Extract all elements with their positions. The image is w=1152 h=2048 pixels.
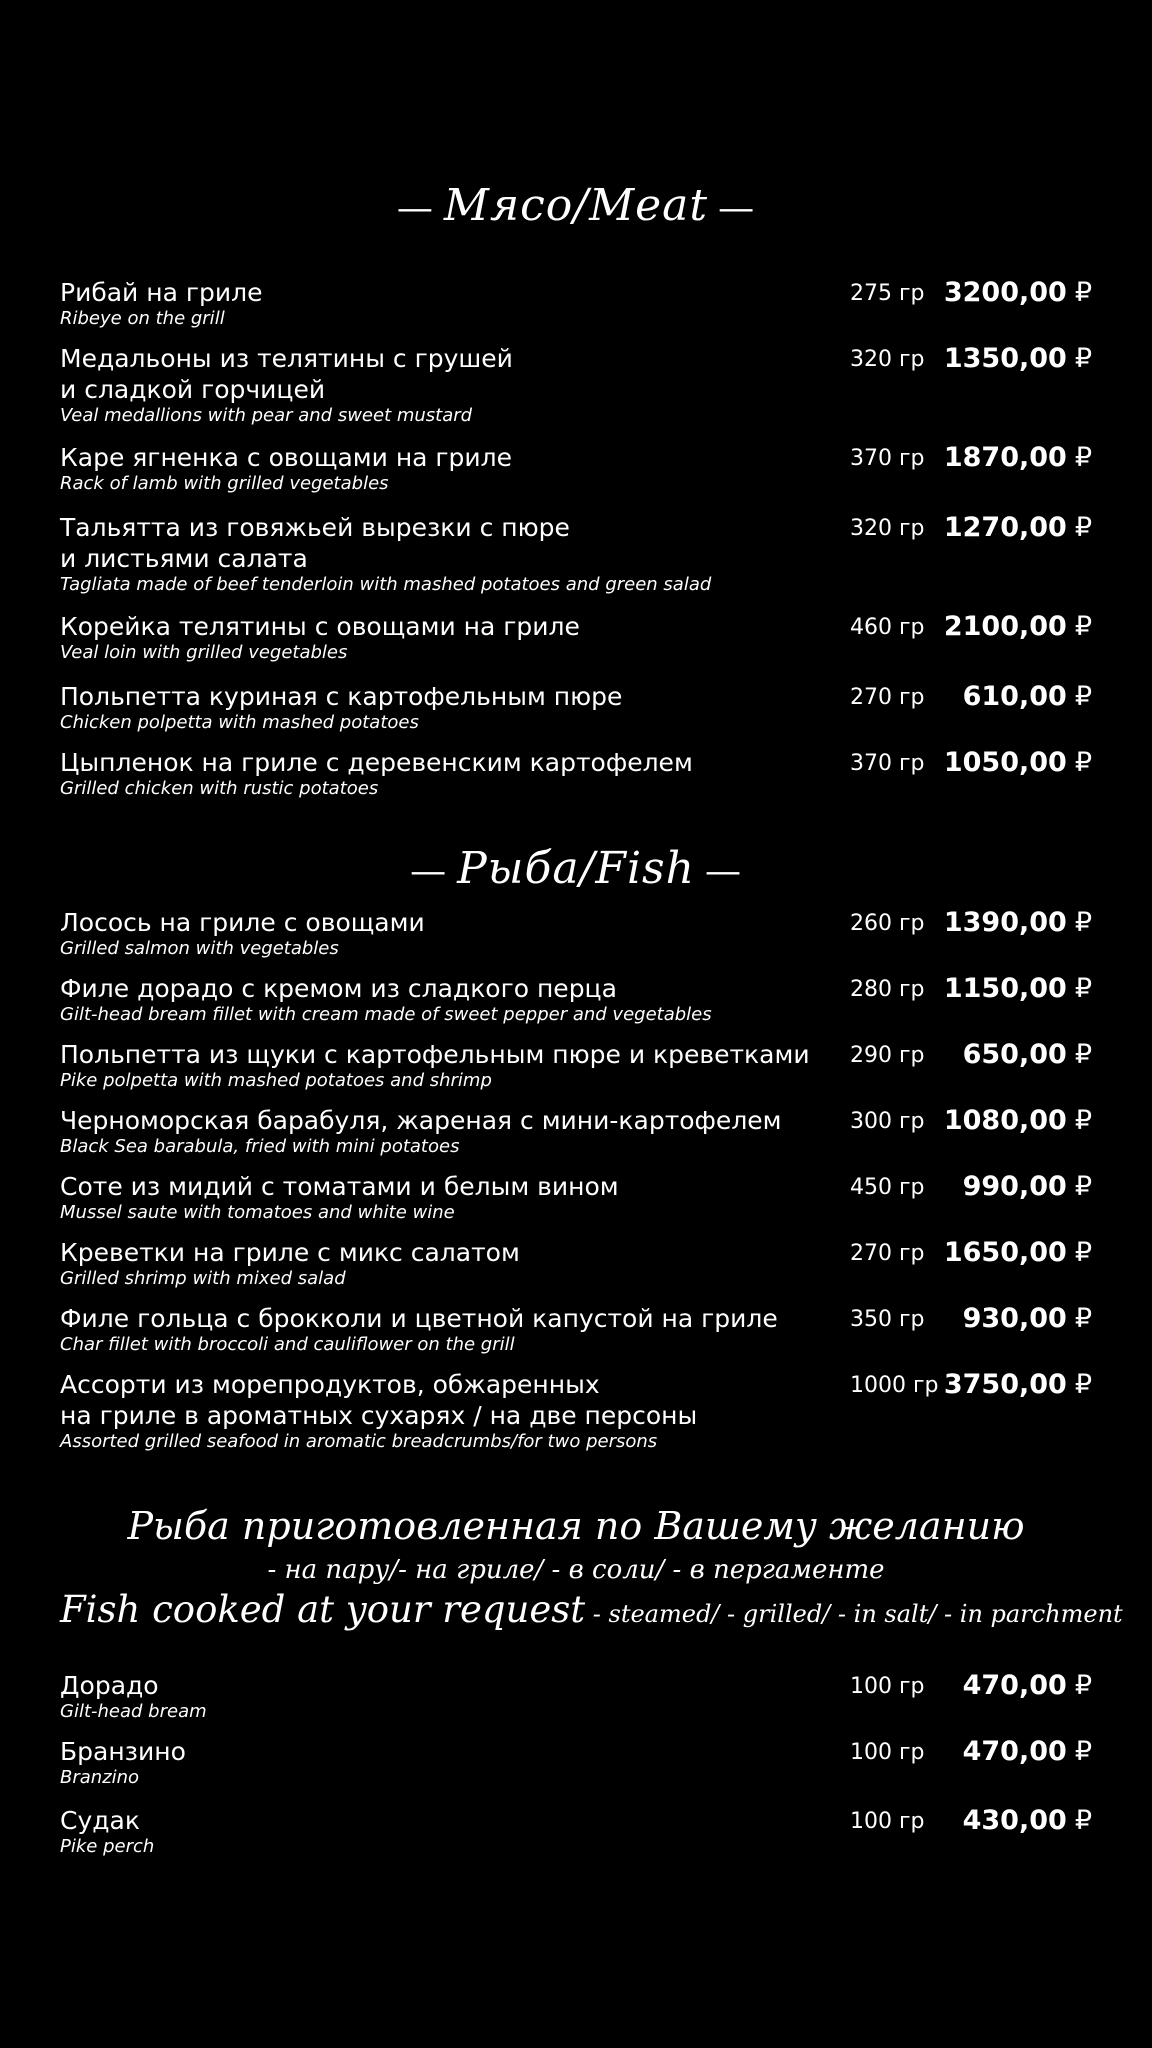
menu-item (60, 1736, 1092, 1789)
item-description: Char fillet with broccoli and cauliflower on the grill (60, 1334, 515, 1355)
menu-item (60, 1171, 1092, 1224)
item-name: Судак (60, 1806, 140, 1835)
item-price: 610,00 ₽ (962, 681, 1092, 712)
item-description: Rack of lamb with grilled vegetables (60, 473, 389, 494)
meat-section-title: — Мясо/Meat — (396, 180, 756, 231)
item-name: Соте из мидий с томатами и белым вином (60, 1172, 619, 1201)
item-name: Филе гольца с брокколи и цветной капустой на гриле (60, 1304, 778, 1333)
menu-item (60, 512, 1092, 596)
item-price: 3200,00 ₽ (943, 277, 1092, 308)
item-description: Veal loin with grilled vegetables (60, 642, 348, 663)
item-price: 1650,00 ₽ (943, 1237, 1092, 1268)
item-weight: 100 гр (850, 1674, 925, 1699)
item-price: 1150,00 ₽ (943, 973, 1092, 1004)
item-description: Veal medallions with pear and sweet mustard (60, 405, 473, 426)
item-weight: 370 гр (850, 446, 925, 471)
item-name: Тальятта из говяжьей вырезки с пюре и листьями салата (60, 513, 570, 573)
item-description: Grilled shrimp with mixed salad (60, 1268, 346, 1289)
item-price: 1270,00 ₽ (943, 512, 1092, 543)
item-weight: 350 гр (850, 1307, 925, 1332)
item-name: Бранзино (60, 1737, 186, 1766)
item-name: Корейка телятины с овощами на гриле (60, 612, 580, 641)
item-weight: 460 гр (850, 615, 925, 640)
menu-item (60, 1105, 1092, 1158)
menu-item (60, 442, 1092, 495)
item-price: 1390,00 ₽ (943, 907, 1092, 938)
request-subtitle-ru: - на пару/- на гриле/ - в соли/ - в пергаменте (267, 1555, 885, 1585)
item-description: Mussel saute with tomatoes and white wine (60, 1202, 455, 1223)
menu-item (60, 907, 1092, 960)
item-price: 430,00 ₽ (962, 1805, 1092, 1836)
item-description: Gilt-head bream fillet with cream made of sweet pepper and vegetables (60, 1004, 712, 1025)
item-price: 470,00 ₽ (962, 1670, 1092, 1701)
item-weight: 300 гр (850, 1109, 925, 1134)
menu-item (60, 343, 1092, 427)
item-weight: 100 гр (850, 1740, 925, 1765)
item-price: 1870,00 ₽ (943, 442, 1092, 473)
item-name: Креветки на гриле с микс салатом (60, 1238, 520, 1267)
item-description: Pike polpetta with mashed potatoes and shrimp (60, 1070, 492, 1091)
item-description: Ribeye on the grill (60, 308, 225, 329)
menu-item (60, 973, 1092, 1026)
item-weight: 270 гр (850, 1241, 925, 1266)
request-title-ru: Рыба приготовленная по Вашему желанию (127, 1504, 1025, 1548)
request-title-en-main: Fish cooked at your request (60, 1588, 586, 1631)
item-price: 650,00 ₽ (962, 1039, 1092, 1070)
item-price: 990,00 ₽ (962, 1171, 1092, 1202)
item-price: 930,00 ₽ (962, 1303, 1092, 1334)
item-weight: 100 гр (850, 1809, 925, 1834)
menu-item (60, 1237, 1092, 1290)
item-weight: 450 гр (850, 1175, 925, 1200)
item-description: Grilled chicken with rustic potatoes (60, 778, 379, 799)
item-price: 1050,00 ₽ (943, 747, 1092, 778)
item-description: Pike perch (60, 1836, 155, 1857)
item-weight: 260 гр (850, 911, 925, 936)
menu-item (60, 747, 1092, 800)
menu-item (60, 1039, 1092, 1092)
item-price: 470,00 ₽ (962, 1736, 1092, 1767)
menu-item (60, 1670, 1092, 1723)
menu-item (60, 277, 1092, 330)
item-price: 1350,00 ₽ (943, 343, 1092, 374)
item-name: Цыпленок на гриле с деревенским картофелем (60, 748, 693, 777)
item-weight: 280 гр (850, 977, 925, 1002)
menu-item (60, 681, 1092, 734)
item-price: 3750,00 ₽ (943, 1369, 1092, 1400)
item-name: Ассорти из морепродуктов, обжаренных на гриле в ароматных сухарях / на две персоны (60, 1370, 698, 1430)
item-name: Польпетта из щуки с картофельным пюре и креветками (60, 1040, 810, 1069)
item-weight: 290 гр (850, 1043, 925, 1068)
request-subtitle-en: - steamed/ - grilled/ - in salt/ - in parchment (592, 1600, 1123, 1628)
item-description: Branzino (60, 1767, 140, 1788)
item-name: Филе дорадо с кремом из сладкого перца (60, 974, 617, 1003)
item-weight: 320 гр (850, 516, 925, 541)
item-name: Польпетта куриная с картофельным пюре (60, 682, 623, 711)
item-weight: 1000 гр (850, 1373, 939, 1398)
item-name: Каре ягненка с овощами на гриле (60, 443, 513, 472)
item-price: 2100,00 ₽ (943, 611, 1092, 642)
menu-item (60, 611, 1092, 664)
request-title-en (60, 1588, 1123, 1631)
item-name: Черноморская барабуля, жареная с мини-картофелем (60, 1106, 782, 1135)
item-weight: 275 гр (850, 281, 925, 306)
menu-item (60, 1805, 1092, 1858)
item-description: Black Sea barabula, fried with mini potatoes (60, 1136, 460, 1157)
item-name: Дорадо (60, 1671, 159, 1700)
item-name: Рибай на гриле (60, 278, 263, 307)
item-weight: 320 гр (850, 347, 925, 372)
menu-item (60, 1303, 1092, 1356)
item-description: Grilled salmon with vegetables (60, 938, 339, 959)
item-weight: 270 гр (850, 685, 925, 710)
item-description: Assorted grilled seafood in aromatic breadcrumbs/for two persons (60, 1431, 658, 1452)
item-weight: 370 гр (850, 751, 925, 776)
fish-section-title: — Рыба/Fish — (410, 843, 742, 894)
item-description: Chicken polpetta with mashed potatoes (60, 712, 419, 733)
item-name: Лосось на гриле с овощами (60, 908, 425, 937)
menu-item (60, 1369, 1092, 1453)
item-price: 1080,00 ₽ (943, 1105, 1092, 1136)
item-name: Медальоны из телятины с грушей и сладкой горчицей (60, 344, 513, 404)
item-description: Gilt-head bream (60, 1701, 207, 1722)
item-description: Tagliata made of beef tenderloin with mashed potatoes and green salad (60, 574, 712, 595)
